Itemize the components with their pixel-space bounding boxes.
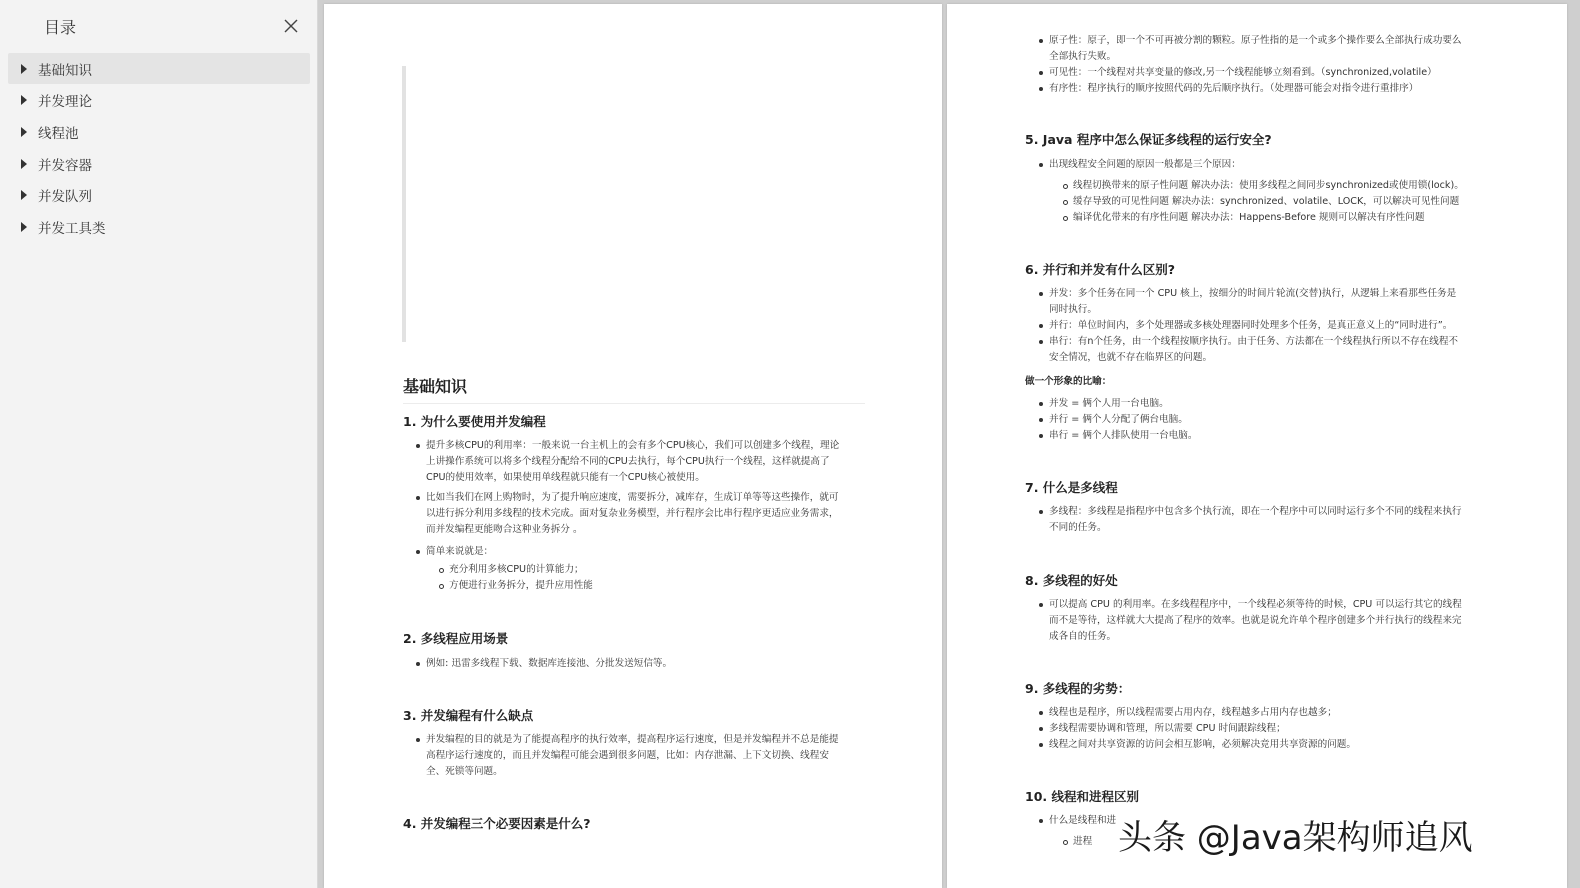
list-item: 可见性：一个线程对共享变量的修改,另一个线程能够立刻看到。（synchronized,volatile） [1049, 65, 1519, 81]
toc-item-label: 基础知识 [38, 62, 92, 79]
close-icon[interactable] [282, 17, 300, 35]
list-item [426, 438, 876, 486]
list-item [426, 732, 876, 780]
list-analogy [1049, 396, 1519, 444]
list-item: 线程切换带来的原子性问题 解决办法：使用多线程之间同步synchronized或使用锁(lock)。 [1073, 178, 1523, 194]
list-q3 [426, 732, 876, 780]
list-item: 什么是线程和进 [1049, 813, 1519, 829]
list-q9 [1049, 705, 1519, 753]
text-line: 多线程：多线程是指程序中包含多个执行流，即在一个程序中可以同时运行多个不同的线程来执行 [1049, 506, 1462, 517]
list-item [426, 490, 876, 538]
toc-sidebar [0, 0, 318, 888]
list-item: 多线程需要协调和管理，所以需要 CPU 时间跟踪线程； [1049, 721, 1519, 737]
text-line: 可以提高 CPU 的利用率。在多线程程序中，一个线程必须等待的时候，CPU 可以运行其它的线程 [1049, 599, 1462, 610]
toc-item-threadpool[interactable] [8, 116, 310, 147]
list-item: 充分利用多核CPU的计算能力； [449, 562, 869, 578]
list-item: 线程也是程序，所以线程需要占用内存，线程越多占用内存也越多； [1049, 705, 1519, 721]
heading-q7: 7. 什么是多线程 [1025, 480, 1118, 495]
text-line: 全部执行失败。 [1049, 51, 1117, 62]
list-item: 并行 = 俩个人分配了俩台电脑。 [1049, 412, 1519, 428]
heading-q9: 9. 多线程的劣势： [1025, 681, 1131, 696]
caret-right-icon[interactable] [21, 159, 27, 169]
text-line: 简单来说就是： [426, 546, 494, 557]
list-item: 并行：单位时间内，多个处理器或多核处理器同时处理多个任务，是真正意义上的“同时进行”。 [1049, 318, 1519, 334]
list-item: 方便进行业务拆分，提升应用性能 [449, 578, 869, 594]
text-line: 并发：多个任务在同一个 CPU 核上，按细分的时间片轮流(交替)执行，从逻辑上来看那些任务是 [1049, 288, 1457, 299]
caret-right-icon[interactable] [21, 64, 27, 74]
caret-right-icon[interactable] [21, 95, 27, 105]
toc-list [8, 53, 310, 243]
list-q5 [1049, 157, 1519, 173]
heading-q4: 4. 并发编程三个必要因素是什么? [403, 816, 591, 831]
list-item: 串行 = 俩个人排队使用一台电脑。 [1049, 428, 1519, 444]
toc-title: 目录 [44, 18, 77, 37]
text-line: 原子性：原子，即一个不可再被分割的颗粒。原子性指的是一个或多个操作要么全部执行成功要么 [1049, 35, 1462, 46]
caret-right-icon[interactable] [21, 222, 27, 232]
text-line: CPU的使用效率，如果使用单线程就只能有一个CPU核心被使用。 [426, 472, 705, 483]
list-item: 出现线程安全问题的原因一般都是三个原因： [1049, 157, 1519, 173]
heading-q6: 6. 并行和并发有什么区别? [1025, 262, 1176, 277]
text-line: 全、死锁等问题。 [426, 766, 503, 777]
heading-q10: 10. 线程和进程区别 [1025, 789, 1139, 804]
text-line: 提升多核CPU的利用率：一般来说一台主机上的会有多个CPU核心，我们可以创建多个线程，理论 [426, 440, 840, 451]
sublist-q1 [449, 562, 869, 594]
document-page-1 [324, 4, 942, 888]
text-line: 不同的任务。 [1049, 522, 1107, 533]
text-line: 以进行拆分利用多线程的技术完成。面对复杂业务模型，并行程序会比串行程序更适应业务需求， [426, 508, 839, 519]
list-q6 [1049, 286, 1519, 366]
toc-item-theory[interactable] [8, 85, 310, 116]
heading-q2: 2. 多线程应用场景 [403, 631, 509, 646]
list-item [1049, 504, 1519, 536]
list-q7 [1049, 504, 1519, 536]
list-item: 缓存导致的可见性问题 解决办法：synchronized、volatile、LOCK，可以解决可见性问题 [1073, 194, 1523, 210]
list-item [1049, 334, 1519, 366]
list-item [1049, 286, 1519, 318]
heading-q3: 3. 并发编程有什么缺点 [403, 708, 534, 723]
list-item [426, 544, 876, 560]
list-item: 编译优化带来的有序性问题 解决办法：Happens-Before 规则可以解决有序性问题 [1073, 210, 1523, 226]
text-line: 而并发编程更能吻合这种业务拆分 。 [426, 524, 583, 535]
list-item [1049, 597, 1519, 645]
list-properties [1049, 33, 1519, 97]
text-line: 同时执行。 [1049, 304, 1097, 315]
heading-q5: 5. Java 程序中怎么保证多线程的运行安全? [1025, 132, 1272, 147]
toc-item-basics[interactable] [8, 53, 310, 84]
section-title: 基础知识 [403, 374, 865, 404]
list-q1 [426, 438, 876, 560]
document-page-2 [947, 4, 1567, 888]
text-line: 高程序运行速度的，而且并发编程可能会遇到很多问题，比如：内存泄漏、上下文切换、线程安 [426, 750, 829, 761]
toc-item-tools[interactable] [8, 211, 310, 242]
caret-right-icon[interactable] [21, 190, 27, 200]
text-line: 并发编程的目的就是为了能提高程序的执行效率，提高程序运行速度，但是并发编程并不总是能提 [426, 734, 839, 745]
text-line: 成各自的任务。 [1049, 631, 1117, 642]
text-line: 安全情况，也就不存在临界区的问题。 [1049, 352, 1213, 363]
list-item [1049, 33, 1519, 65]
list-item: 进程 [1073, 834, 1523, 850]
text-line: 比如当我们在网上购物时，为了提升响应速度，需要拆分，减库存，生成订单等等这些操作，就可 [426, 492, 839, 503]
analogy-title: 做一个形象的比喻： [1025, 376, 1112, 387]
heading-q1: 1. 为什么要使用并发编程 [403, 414, 546, 429]
caret-right-icon[interactable] [21, 127, 27, 137]
list-item: 并发 = 俩个人用一台电脑。 [1049, 396, 1519, 412]
toc-item-label: 并发工具类 [38, 220, 106, 237]
toc-item-label: 并发容器 [38, 157, 92, 174]
text-line: 而不是等待，这样就大大提高了程序的效率。也就是说允许单个程序创建多个并行执行的线程来完 [1049, 615, 1462, 626]
sublist-q5 [1073, 178, 1523, 226]
list-q8 [1049, 597, 1519, 645]
list-item: 线程之间对共享资源的访问会相互影响，必须解决竞用共享资源的问题。 [1049, 737, 1519, 753]
list-item: 例如: 迅雷多线程下载、数据库连接池、分批发送短信等。 [426, 656, 876, 672]
watermark: 头条 @Java架构师追风 [1118, 818, 1473, 858]
toc-item-label: 并发队列 [38, 189, 92, 206]
list-q2 [426, 656, 876, 672]
heading-q8: 8. 多线程的好处 [1025, 573, 1118, 588]
toc-item-label: 并发理论 [38, 94, 92, 111]
toc-item-containers[interactable] [8, 148, 310, 179]
toc-item-queues[interactable] [8, 180, 310, 211]
text-line: 上讲操作系统可以将多个线程分配给不同的CPU去执行，每个CPU执行一个线程，这样就提高了 [426, 456, 830, 467]
blockquote-bar [402, 66, 406, 342]
text-line: 串行：有n个任务，由一个线程按顺序执行。由于任务、方法都在一个线程执行所以不存在线程不 [1049, 336, 1459, 347]
toc-item-label: 线程池 [38, 125, 79, 142]
list-item: 有序性：程序执行的顺序按照代码的先后顺序执行。（处理器可能会对指令进行重排序） [1049, 81, 1519, 97]
